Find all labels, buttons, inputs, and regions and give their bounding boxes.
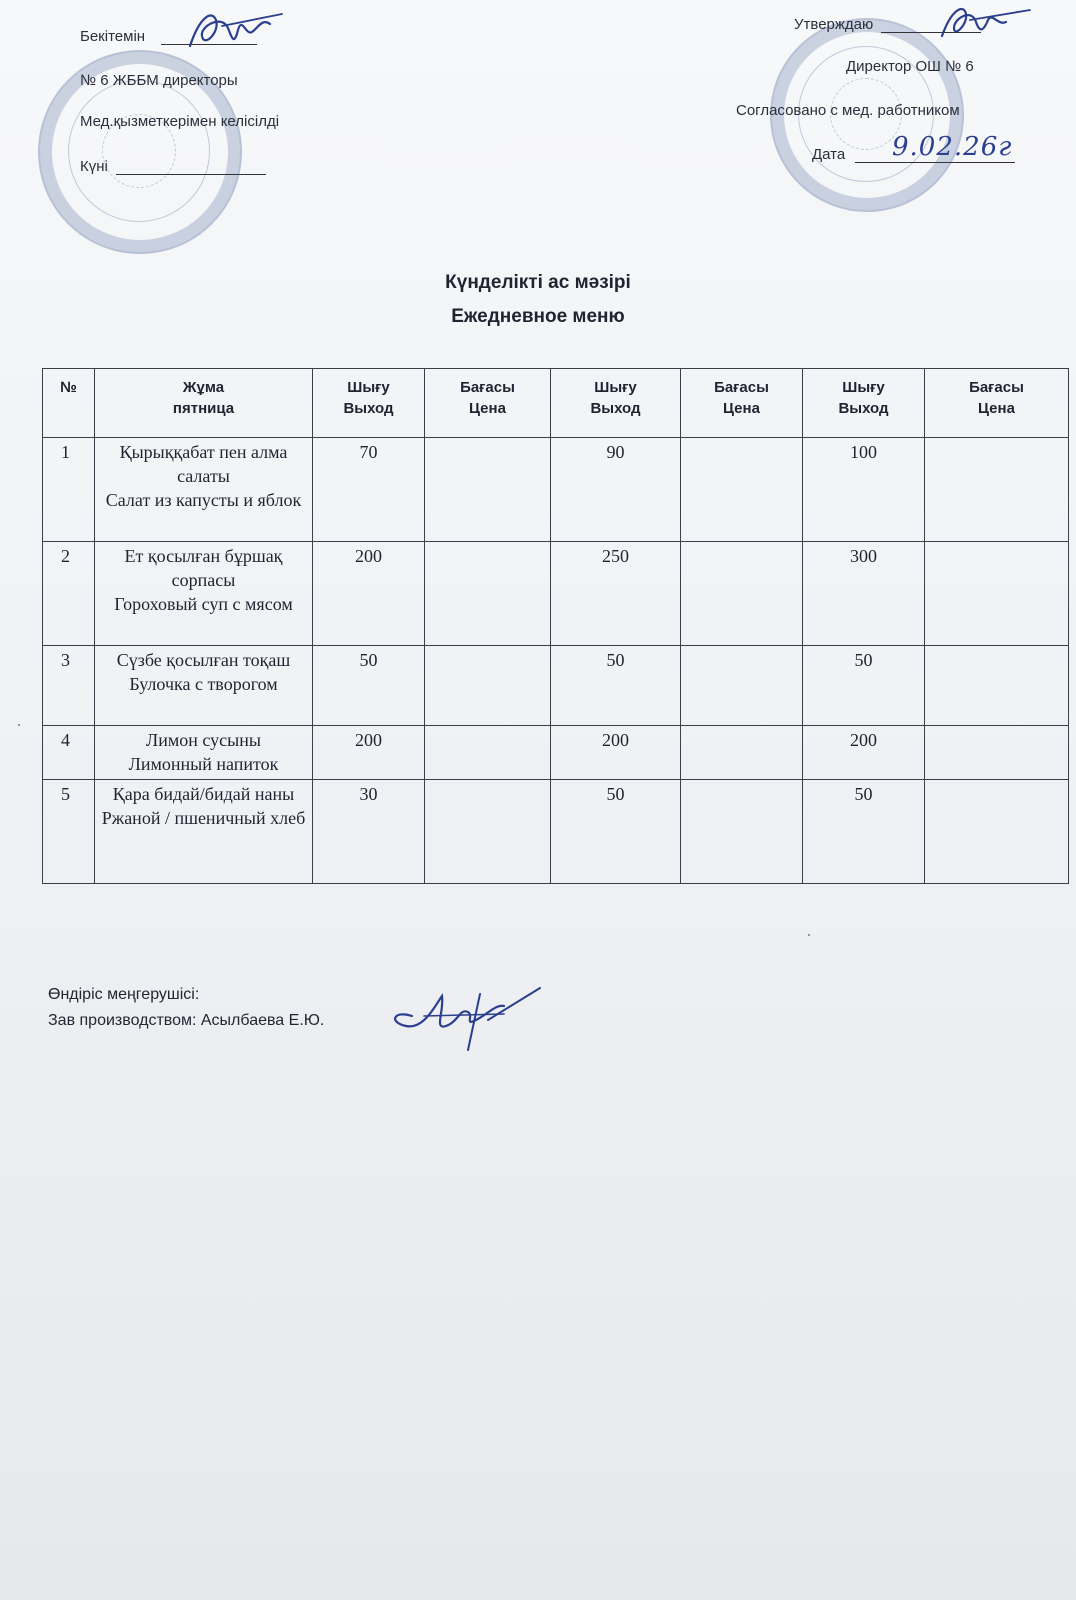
header-output-3: Шығу Выход xyxy=(803,369,925,438)
price-value xyxy=(425,646,551,726)
row-num: 3 xyxy=(43,646,95,726)
output-value: 300 xyxy=(803,542,925,646)
med-agreed-label-ru: Согласовано с мед. работником xyxy=(736,102,960,119)
price-value xyxy=(425,780,551,884)
row-num: 2 xyxy=(43,542,95,646)
table-row xyxy=(43,726,1069,780)
date-field-left xyxy=(80,158,266,175)
header-num: № xyxy=(43,369,95,438)
price-value xyxy=(925,780,1069,884)
output-value: 70 xyxy=(313,438,425,542)
approve-label-kz: Бекітемін xyxy=(80,28,146,45)
production-head-signature xyxy=(384,986,544,1056)
dish-name: Қара бидай/бидай наны Ржаной / пшеничный хлеб xyxy=(95,780,313,884)
output-value: 200 xyxy=(313,542,425,646)
output-value: 100 xyxy=(803,438,925,542)
price-value xyxy=(681,726,803,780)
paper-speck xyxy=(18,724,20,726)
header-price-2: Бағасы Цена xyxy=(681,369,803,438)
price-value xyxy=(425,542,551,646)
row-num: 4 xyxy=(43,726,95,780)
output-value: 90 xyxy=(551,438,681,542)
price-value xyxy=(681,646,803,726)
price-value xyxy=(425,726,551,780)
price-value xyxy=(925,726,1069,780)
med-agreed-label-kz: Мед.қызметкерімен келісілді xyxy=(80,113,280,130)
price-value xyxy=(925,646,1069,726)
dish-name: Ет қосылған бұршақ сорпасы Гороховый суп с мясом xyxy=(95,542,313,646)
price-value xyxy=(681,438,803,542)
handwritten-date: 9.02.26г xyxy=(892,132,1013,162)
table-row xyxy=(43,438,1069,542)
output-value: 30 xyxy=(313,780,425,884)
director-signature-left xyxy=(182,6,292,54)
header-output-1: Шығу Выход xyxy=(313,369,425,438)
menu-title-ru: Ежедневное меню xyxy=(451,306,625,327)
date-label-ru: Дата xyxy=(812,146,846,163)
price-value xyxy=(681,542,803,646)
table-row xyxy=(43,780,1069,884)
output-value: 50 xyxy=(803,646,925,726)
approve-label-ru: Утверждаю xyxy=(794,16,874,33)
output-value: 50 xyxy=(551,780,681,884)
price-value xyxy=(925,438,1069,542)
output-value: 50 xyxy=(803,780,925,884)
price-value xyxy=(681,780,803,884)
output-value: 200 xyxy=(551,726,681,780)
menu-table xyxy=(42,368,1069,884)
dish-name: Сүзбе қосылған тоқаш Булочка с творогом xyxy=(95,646,313,726)
paper-speck xyxy=(808,934,810,936)
price-value xyxy=(925,542,1069,646)
dish-name: Қырыққабат пен алма салаты Салат из капусты и яблок xyxy=(95,438,313,542)
header-price-1: Бағасы Цена xyxy=(425,369,551,438)
table-header-row xyxy=(43,369,1069,438)
header-price-3: Бағасы Цена xyxy=(925,369,1069,438)
output-value: 50 xyxy=(313,646,425,726)
director-label-kz: № 6 ЖББМ директоры xyxy=(80,72,238,89)
date-label-kz: Күні xyxy=(80,158,108,175)
director-label-ru: Директор ОШ № 6 xyxy=(846,58,974,75)
table-row xyxy=(43,542,1069,646)
director-signature-right xyxy=(936,0,1036,44)
output-value: 250 xyxy=(551,542,681,646)
output-value: 200 xyxy=(313,726,425,780)
production-head-label-kz: Өндіріс меңгерушісі: xyxy=(48,986,200,1003)
dish-name: Лимон сусыны Лимонный напиток xyxy=(95,726,313,780)
row-num: 1 xyxy=(43,438,95,542)
output-value: 50 xyxy=(551,646,681,726)
header-output-2: Шығу Выход xyxy=(551,369,681,438)
price-value xyxy=(425,438,551,542)
table-row xyxy=(43,646,1069,726)
row-num: 5 xyxy=(43,780,95,884)
menu-title-kz: Күнделікті ас мәзірі xyxy=(445,272,631,293)
production-head-label-ru: Зав производством: Асылбаева Е.Ю. xyxy=(48,1012,325,1029)
header-day: Жұма пятница xyxy=(95,369,313,438)
output-value: 200 xyxy=(803,726,925,780)
